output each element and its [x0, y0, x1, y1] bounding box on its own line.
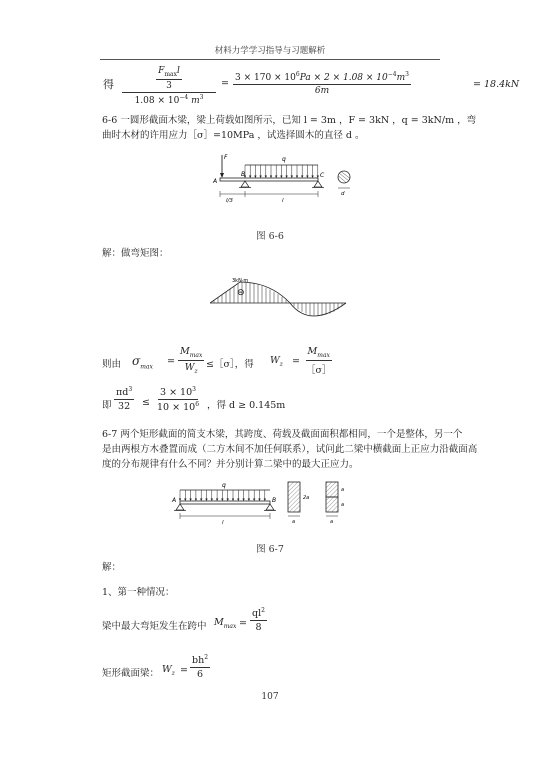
label-q: q — [282, 156, 286, 163]
label-a-bottom: a — [341, 502, 345, 508]
dim-l: l — [282, 198, 284, 204]
problem-6-7-line2: 是由两根方木叠置而成（二方木间不加任何联系），试问此二梁中横截面上正应力沿截面高 — [102, 444, 478, 455]
problem-6-6-line1: 6-6 一圆形截面木梁，梁上荷载如图所示，已知 l = 3m ，F = 3kN ，q = 3kN/m ，弯 — [102, 115, 477, 126]
section-modulus-equation: 矩形截面梁： $W_z$ = $\frac{bh^2}{6}$ — [102, 654, 209, 681]
label-B: B — [272, 497, 277, 504]
problem-6-6-line2: 曲时木材的许用应力［σ］=10MPa ，试选择圆木的直径 d 。 — [102, 130, 365, 141]
roller-support-B — [266, 504, 274, 510]
eq-lead: 得 — [103, 78, 114, 91]
figure-6-7-caption: 图 6-7 — [256, 544, 284, 555]
beam-body — [180, 501, 270, 504]
distributed-load-arrows — [244, 165, 319, 178]
figure-6-6-caption: 图 6-6 — [256, 231, 284, 242]
inner-fraction: $\frac{F_{max}l}{3}$ — [158, 66, 180, 91]
header-rule — [100, 59, 440, 60]
moment-label: 3kN·m — [232, 278, 249, 284]
negative-sign: ⊖ — [237, 288, 245, 298]
label-d: d — [341, 191, 345, 197]
label-C: C — [320, 172, 325, 179]
strength-condition-equation: 则由 $\sigma_{max}$ = $M_{max}$ $W_z$ ≤［σ］，得 $W_z$ = $M_{max}$ ［σ］ — [102, 346, 332, 376]
label-a-width2: a — [330, 519, 334, 525]
label-A: A — [213, 178, 218, 185]
case-1-heading: 1、第一种情况： — [102, 587, 175, 598]
running-header: 材料力学学习指导与习题解析 — [214, 46, 326, 56]
label-A: A — [172, 497, 177, 504]
page-number: 107 — [261, 692, 279, 702]
roller-support-C — [314, 181, 322, 187]
label-q: q — [222, 482, 226, 489]
force-arrowhead — [220, 173, 224, 178]
bottom-square-section — [326, 497, 338, 512]
problem-6-7-line3: 度的分布规律有什么不同？并分别计算二梁中的最大正应力。 — [102, 459, 359, 470]
diameter-inequality: 即 $\frac{\pi d^3}{32}$ ≤ $\frac{3 \times 10^3}{10 \times 10^6}$ ，得 d ≥ 0.145m — [102, 386, 286, 414]
dim-l3: l/3 — [226, 198, 233, 204]
solid-rect-section — [288, 482, 300, 512]
problem-6-7-line1: 6-7 两个矩形截面的简支木梁，其跨度、荷载及截面面积都相同，一个是整体，另一个 — [102, 429, 463, 440]
solution-lead: 解： — [102, 562, 122, 573]
figure-6-7-beams — [170, 478, 370, 528]
pin-support-A — [176, 504, 184, 510]
label-B: B — [241, 171, 246, 178]
lhs-fraction: $\frac{F_{max}l}{3}$ $1.08 \times 10^{-4}$ $m^3$ — [121, 66, 217, 106]
max-moment-equation: 梁中最大弯矩发生在跨中 $M_{max}$ = $\frac{ql^2}{8}$ — [102, 607, 265, 634]
label-l: l — [222, 520, 224, 526]
label-a-top: a — [341, 487, 345, 493]
rhs-fraction: $\frac{3 \times 170 \times 10^6Pa \times 2 \times 1.08 \times 10^{-4}m^3}{6m}$ — [235, 71, 409, 96]
solution-intro: 解：做弯矩图： — [102, 248, 169, 259]
figure-6-6-beam — [210, 150, 360, 208]
label-2a: 2a — [303, 495, 310, 501]
beam-body — [220, 178, 318, 181]
label-a-width1: a — [292, 519, 296, 525]
distributed-load-arrows — [179, 490, 266, 501]
bending-moment-diagram — [210, 277, 350, 335]
equation-result-force: 得 $\frac{F_{max}l}{3}$ $1.08 \times 10^{-4}$ $m^3$ = $\frac{3 \times 170 \times 10^6Pa \times 2 \times 1.08 \times 10^{-4}m^3}{6m}$ = 18.4kN — [103, 66, 520, 106]
top-square-section — [326, 482, 338, 497]
pin-support-B — [241, 181, 249, 187]
label-F: F — [224, 154, 228, 161]
